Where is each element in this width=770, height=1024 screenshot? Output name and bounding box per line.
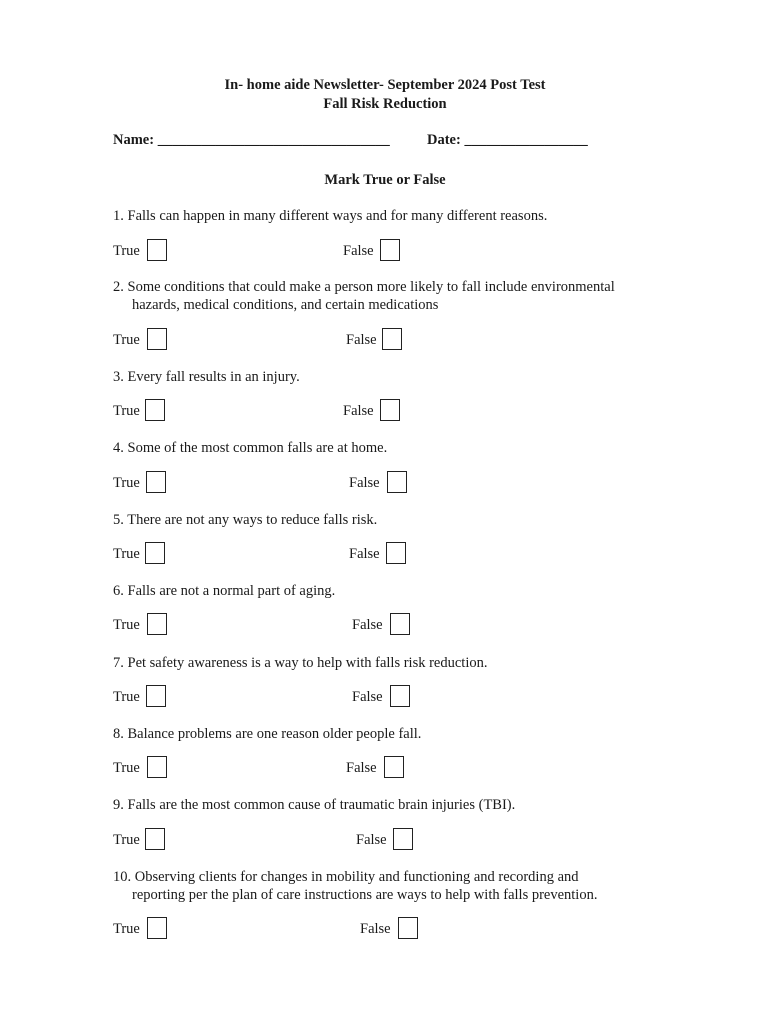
true-checkbox-8[interactable] <box>147 756 167 778</box>
true-checkbox-10[interactable] <box>147 917 167 939</box>
question-3 <box>113 368 300 386</box>
false-checkbox-4[interactable] <box>387 471 407 493</box>
true-label-3: True <box>113 403 140 419</box>
false-checkbox-7[interactable] <box>390 685 410 707</box>
question-10-text-continued: reporting per the plan of care instructions are ways to help with falls prevention. <box>132 887 598 903</box>
question-2 <box>113 278 615 314</box>
question-7-text: 7. Pet safety awareness is a way to help with falls risk reduction. <box>113 655 488 671</box>
question-2-text-continued: hazards, medical conditions, and certain medications <box>132 297 439 313</box>
false-checkbox-9[interactable] <box>393 828 413 850</box>
false-label-8: False <box>346 760 377 776</box>
question-8-text: 8. Balance problems are one reason older people fall. <box>113 726 422 742</box>
true-label-7: True <box>113 689 140 705</box>
question-5 <box>113 511 377 529</box>
true-label-2: True <box>113 332 140 348</box>
name-field[interactable]: Name: ________________________________ <box>113 132 390 148</box>
false-checkbox-10[interactable] <box>398 917 418 939</box>
true-label-1: True <box>113 243 140 259</box>
instructions-heading: Mark True or False <box>324 172 446 188</box>
question-4 <box>113 439 387 457</box>
question-6 <box>113 582 335 600</box>
true-checkbox-7[interactable] <box>146 685 166 707</box>
false-label-9: False <box>356 832 387 848</box>
false-checkbox-5[interactable] <box>386 542 406 564</box>
question-1-text: 1. Falls can happen in many different ways and for many different reasons. <box>113 208 548 224</box>
question-3-text: 3. Every fall results in an injury. <box>113 369 300 385</box>
false-label-10: False <box>360 921 391 937</box>
question-5-text: 5. There are not any ways to reduce falls risk. <box>113 512 378 528</box>
question-7 <box>113 654 488 672</box>
date-field[interactable]: Date: _________________ <box>427 132 588 148</box>
false-checkbox-2[interactable] <box>382 328 402 350</box>
question-4-text: 4. Some of the most common falls are at home. <box>113 440 388 456</box>
false-checkbox-1[interactable] <box>380 239 400 261</box>
true-checkbox-2[interactable] <box>147 328 167 350</box>
false-label-6: False <box>352 617 383 633</box>
question-10 <box>113 868 597 904</box>
true-checkbox-9[interactable] <box>145 828 165 850</box>
true-label-4: True <box>113 475 140 491</box>
question-1 <box>113 207 547 225</box>
true-label-6: True <box>113 617 140 633</box>
false-label-5: False <box>349 546 380 562</box>
false-label-3: False <box>343 403 374 419</box>
false-checkbox-6[interactable] <box>390 613 410 635</box>
false-label-2: False <box>346 332 377 348</box>
document-subtitle: Fall Risk Reduction <box>323 96 447 112</box>
question-9 <box>113 796 515 814</box>
true-label-5: True <box>113 546 140 562</box>
question-10-text: 10. Observing clients for changes in mobility and functioning and recording and <box>113 869 579 885</box>
document-title: In- home aide Newsletter- September 2024 Post Test <box>224 77 546 93</box>
true-checkbox-3[interactable] <box>145 399 165 421</box>
question-6-text: 6. Falls are not a normal part of aging. <box>113 583 336 599</box>
true-checkbox-6[interactable] <box>147 613 167 635</box>
question-8 <box>113 725 421 743</box>
true-label-10: True <box>113 921 140 937</box>
false-label-4: False <box>349 475 380 491</box>
false-label-1: False <box>343 243 374 259</box>
true-label-8: True <box>113 760 140 776</box>
false-checkbox-8[interactable] <box>384 756 404 778</box>
false-label-7: False <box>352 689 383 705</box>
question-9-text: 9. Falls are the most common cause of traumatic brain injuries (TBI). <box>113 797 516 813</box>
question-2-text: 2. Some conditions that could make a person more likely to fall include environmental <box>113 279 615 295</box>
true-checkbox-4[interactable] <box>146 471 166 493</box>
false-checkbox-3[interactable] <box>380 399 400 421</box>
true-label-9: True <box>113 832 140 848</box>
true-checkbox-5[interactable] <box>145 542 165 564</box>
true-checkbox-1[interactable] <box>147 239 167 261</box>
